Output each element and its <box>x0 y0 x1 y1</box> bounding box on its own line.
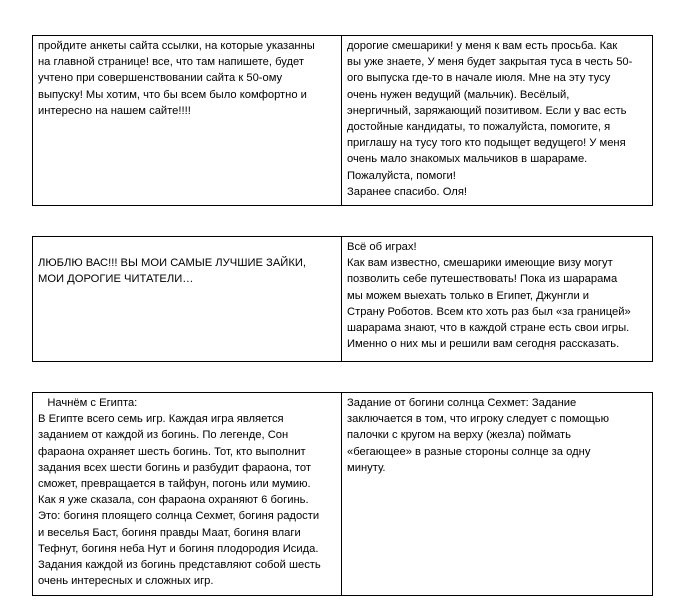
article-table-2 <box>32 236 653 362</box>
text-line: сможет, превращается в тайфун, погонь или мумию. <box>38 478 311 491</box>
text-line: очень нужен ведущий (мальчик). Весёлый, <box>347 88 570 101</box>
text-line: минуту. <box>347 461 386 474</box>
text-line: В Египте всего семь игр. Каждая игра является <box>38 413 284 426</box>
cell-readers-greeting <box>33 237 342 362</box>
text-line: Тефнут, богиня неба Нут и богиня плодородия Исида. <box>38 542 319 555</box>
text-line: заданием от каждой из богинь. По легенде, Сон <box>38 429 289 442</box>
text-line: мы можем выехать только в Египет, Джунгли и <box>347 289 590 302</box>
text-line: ого выпуска где-то в начале июля. Мне на эту тусу <box>347 72 611 85</box>
table-row <box>33 393 653 596</box>
text-line: Пожалуйста, помоги! <box>347 169 456 182</box>
cell-egypt-games <box>33 393 342 596</box>
article-table-1 <box>32 35 653 206</box>
text-line: Задание от богини солнца Сехмет: Задание <box>347 397 577 409</box>
article-table-3 <box>32 392 653 596</box>
text-line: Страну Роботов. Всем кто хоть раз был «за границей» <box>347 305 631 318</box>
section-heading: Начнём с Египта: <box>38 397 138 409</box>
text-line: Это: богиня плоящего солнца Сехмет, богиня радости <box>38 510 320 523</box>
text-line: позволить себе путешествовать! Пока из шарарама <box>347 273 618 286</box>
text-line: учтено при совершенствовании сайта к 50-ому <box>38 72 283 85</box>
text-line: Как я уже сказала, сон фараона охраняют 6 богинь. <box>38 494 309 507</box>
text-line: шарарама знают, что в каждой стране есть свои игры. <box>347 322 630 335</box>
text-line: ЛЮБЛЮ ВАС!!! ВЫ МОИ САМЫЕ ЛУЧШИЕ ЗАЙКИ, <box>38 257 306 269</box>
text-line: очень интересных и сложных игр. <box>38 575 214 588</box>
text-line: на главной странице! все, что там напишете, будет <box>38 56 304 69</box>
text-line: задания всех шести богинь и разбудит фараона, тот <box>38 461 312 474</box>
cell-survey-request <box>33 36 342 206</box>
text-line: Как вам известно, смешарики имеющие визу могут <box>347 257 613 270</box>
text-line: Задания каждой из богинь представляют собой шесть <box>38 559 321 572</box>
text-line: пройдите анкеты сайта ссылки, на которые указанны <box>38 40 315 52</box>
text-line: дорогие смешарики! у меня к вам есть просьба. Как <box>347 40 618 52</box>
text-line: Именно о них мы и решили вам сегодня рассказать. <box>347 338 620 351</box>
table-row <box>33 36 653 206</box>
cell-sekhmet-task <box>342 393 653 596</box>
text-line: палочки с кругом на верху (жезла) поймать <box>347 429 571 442</box>
section-heading: Всё об играх! <box>347 241 417 253</box>
text-line: интересно на нашем сайте!!!! <box>38 104 191 117</box>
text-line: достойные кандидаты, то пожалуйста, помогите, я <box>347 121 611 134</box>
table-row <box>33 237 653 362</box>
text-line: фараона охраняет шесть богинь. Тот, кто выполнит <box>38 445 306 458</box>
text-line: очень мало знакомых мальчиков в шарараме. <box>347 153 588 166</box>
text-line: вы уже знаете, У меня будет закрытая туса в честь 50- <box>347 56 633 69</box>
text-line: «бегающее» в разные стороны солнце за одну <box>347 445 591 458</box>
text-line: энергичный, заряжающий позитивом. Если у вас есть <box>347 104 627 117</box>
text-line: Заранее спасибо. Оля! <box>347 185 467 198</box>
text-line: и веселья Баст, богиня правды Маат, богиня влаги <box>38 526 301 539</box>
cell-about-games <box>342 237 653 362</box>
text-line: выпуску! Мы хотим, что бы всем было комфортно и <box>38 88 307 101</box>
text-line: приглашу на тусу того кто подыщет ведущего! У меня <box>347 137 626 150</box>
text-line: заключается в том, что игроку следует с помощью <box>347 413 610 426</box>
cell-host-request <box>342 36 653 206</box>
text-line: МОИ ДОРОГИЕ ЧИТАТЕЛИ… <box>38 273 194 286</box>
